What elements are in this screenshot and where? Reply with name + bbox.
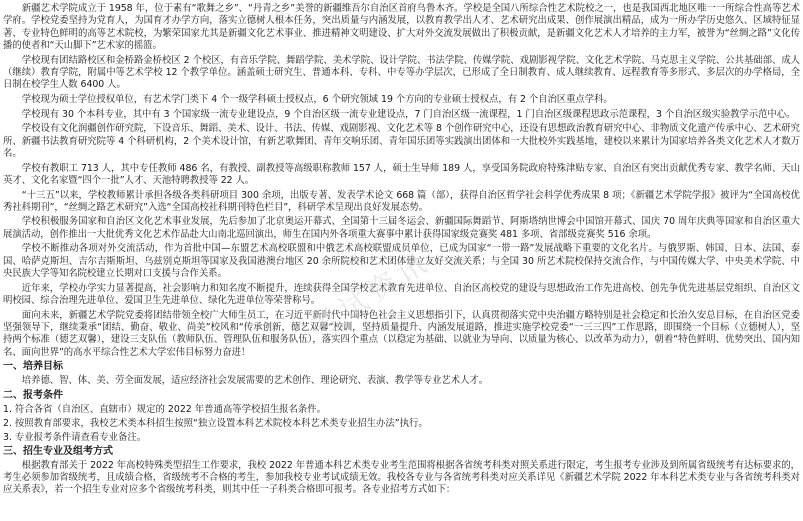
section-item: 培养德、智、体、美、劳全面发展，适应经济社会发展需要的艺术创作、理论研究、表演、教学等专业艺术人才。 <box>21 375 489 387</box>
intro-section <box>3 3 800 359</box>
section-item: 1. 符合各省（自治区、直辖市）规定的 2022 年普通高等学校招生报名条件。 <box>3 404 326 416</box>
paragraph-school-intro: 新疆艺术学院成立于 1958 年，位于素有“歌舞之乡”、“丹青之乡”美誉的新疆维吾尔自治区首府乌鲁木齐。学校是全国八所综合性艺术院校之一，也是我国西北地区唯一一所综合性高等艺术学府。学校党委坚持为党育人，为国育才办学方向，落实立德树人根本任务，突出质量与内涵发展，以教育教学出人才、艺术研究出成果、创作展演出精品，成为一所办学历史悠久、区域特征显著、专业特色鲜明的高等艺术院校，为繁荣国家尤其是新疆文化艺术事业、推进精神文明建设、扩大对外交流发展做出了积极贡献，是新疆文化艺术人才培养的主力军，被誉为“丝绸之路”文化传播的使者和“天山脚下”艺术家的摇篮。 <box>3 3 800 51</box>
paragraph-exchange: 学校不断推动各项对外交流活动，作为首批中国—东盟艺术高校联盟和中俄艺术高校联盟成员单位，已成为国家“一带一路”发展战略下重要的文化名片。与俄罗斯、韩国、日本、法国、泰国、哈萨克斯坦、吉尔吉斯斯坦、乌兹别克斯坦等国家及我国港澳台地区 20 余所院校和艺术团体建立友好交流关系；与全国 30 所艺术院校保持交流合作，与中国传媒大学、中央美术学院、中央民族大学等知名院校建立长期对口支援与合作关系。 <box>3 243 800 280</box>
section-item: 根据教育部关于 2022 年高校特殊类型招生工作要求，我校 2022 年普通本科艺术类专业考生范围将根据各省统考科类对照关系进行限定，考生报考专业涉及到所属省级统考有达标要求的，考生必须参加省级统考，且成绩合格，省级统考不合格的考生，参加我校专业考试成绩无效。我校各专业与各省统考科类对应关系详见《新疆艺术学院 2022 年本科艺术类专业与各省统考科类对应关系表》，若一个招生专业对应多个省级统考科类，则其中任一子科类合格即可报考。各专业招考方式如下： <box>3 459 800 496</box>
section-item: 3. 专业报考条件请查看专业备注。 <box>3 431 147 443</box>
watermark: 考试资讯 <box>304 244 438 345</box>
paragraph-majors: 学校现有 30 个本科专业，其中有 3 个国家级一流专业建设点，9 个自治区级一流专业建设点，7 门自治区级一流课程，1 门自治区级课程思政示范课程，3 个自治区级实验教学示范中心。 <box>21 108 796 120</box>
paragraph-research-institutes: 学校设有文化润疆创作研究院，下设音乐、舞蹈、美术、设计、书法、传媒、戏剧影视、文化艺术等 8 个创作研究中心，还设有思想政治教育研究中心、非物质文化遗产传承中心、艺术研究所、新疆书法教育研究院等 4 个科研机构，2 个美术设计馆，有新艺歌舞团、青年交响乐团、青年国乐团等实践演出团体和一大批校外实践基地，建校以来累计为国家培养各类文化艺术人才数万名。 <box>3 123 800 159</box>
paragraph-performances: 学校积极服务国家和自治区文化艺术事业发展，先后参加了北京奥运开幕式、全国第十三届冬运会、新疆国际舞蹈节、阿斯塔纳世博会中国馆开幕式、国庆 70 周年庆典等国家和自治区重大展演活动，创作推出一大批优秀文化艺术作品赴大山南北巡回演出，师生在国内外各项重大赛事中累计获得国家级竞赛奖 481 多项、省部级竞赛奖 516 余项。 <box>3 216 800 240</box>
section-item: 2. 按照教育部要求，我校艺术类本科招生按照“独立设置本科艺术院校本科艺术类专业招生办法”执行。 <box>3 417 428 429</box>
section-majors-exam <box>3 446 800 497</box>
section-heading: 二、报考条件 <box>3 390 63 402</box>
paragraph-research-achievements: “十三五”以来，学校教师累计承担各级各类科研项目 300 余项，出版专著、发表学术论文 668 篇（部），获得自治区哲学社会科学优秀成果 8 项；《新疆艺术学院学报》被评为“全国高校优秀社科期刊”，“丝绸之路艺术研究”入选“全国高校社科期刊特色栏目”，科研学术呈现出良好发展态势。 <box>3 189 800 213</box>
section-training-goals <box>3 361 800 387</box>
paragraph-degree-authorization: 学校现为硕士学位授权单位，有艺术学门类下 4 个一级学科硕士授权点，6 个研究领域 19 个方向的专业硕士授权点，有 2 个自治区重点学科。 <box>21 93 613 105</box>
paragraph-campuses: 学校现有团结路校区和金桥路金桥校区 2 个校区，有音乐学院、舞蹈学院、美术学院、设计学院、书法学院、传媒学院、戏剧影视学院、文化艺术学院、马克思主义学院、公共基础部、成人（继续）教育学院，附属中等艺术学校 12 个教学单位。涵盖硕士研究生、普通本科、专科、中专等办学层次，已形成了全日制教育、成人继续教育、远程教育等多形式、多层次的办学格局，全日制在校学生人数 6400 人。 <box>3 54 800 91</box>
section-application-conditions <box>3 390 800 444</box>
admission-document <box>3 3 800 499</box>
section-heading: 一、培养目标 <box>3 361 63 373</box>
paragraph-honors: 近年来，学校办学实力显著提高，社会影响力和知名度不断提升，连续获得全国学校艺术教育先进单位、自治区高校党的建设与思想政治工作先进高校、创先争优先进基层党组织、自治区文明校园、综合治理先进单位、爱国卫生先进单位、绿化先进单位等荣誉称号。 <box>3 282 800 307</box>
paragraph-future: 面向未来，新疆艺术学院党委将团结带领全校广大师生员工，在习近平新时代中国特色社会主义思想指引下，认真贯彻落实党中央治疆方略特别是社会稳定和长治久安总目标，在自治区党委坚强领导下，继续秉承“团结、勤奋、敬业、尚美”校风和“传承创新，德艺双馨”校训，坚持质量提升、内涵发展道路，推进实施学校党委“一三三四”工作思路，即围绕一个目标（立德树人），坚持两个标准（德艺双馨），建设三支队伍（教师队伍、管理队伍和服务队伍），落实四个重点（以稳定为基础、以就业为导向、以质量为核心、以改革为动力），朝着“特色鲜明、优势突出、国内知名、面向世界”的高水平综合性艺术大学宏伟目标努力奋进！ <box>3 309 800 358</box>
paragraph-faculty: 学校有教职工 713 人，其中专任教师 486 名，有教授、副教授等高级职称教师 157 人，硕士生导师 189 人，享受国务院政府特殊津贴专家、自治区有突出贡献优秀专家、教学名师、天山英才、文化名家暨“四个一批”人才、天池特聘教授等 22 人。 <box>3 162 800 186</box>
section-heading: 三、招生专业及组考方式 <box>3 445 113 457</box>
